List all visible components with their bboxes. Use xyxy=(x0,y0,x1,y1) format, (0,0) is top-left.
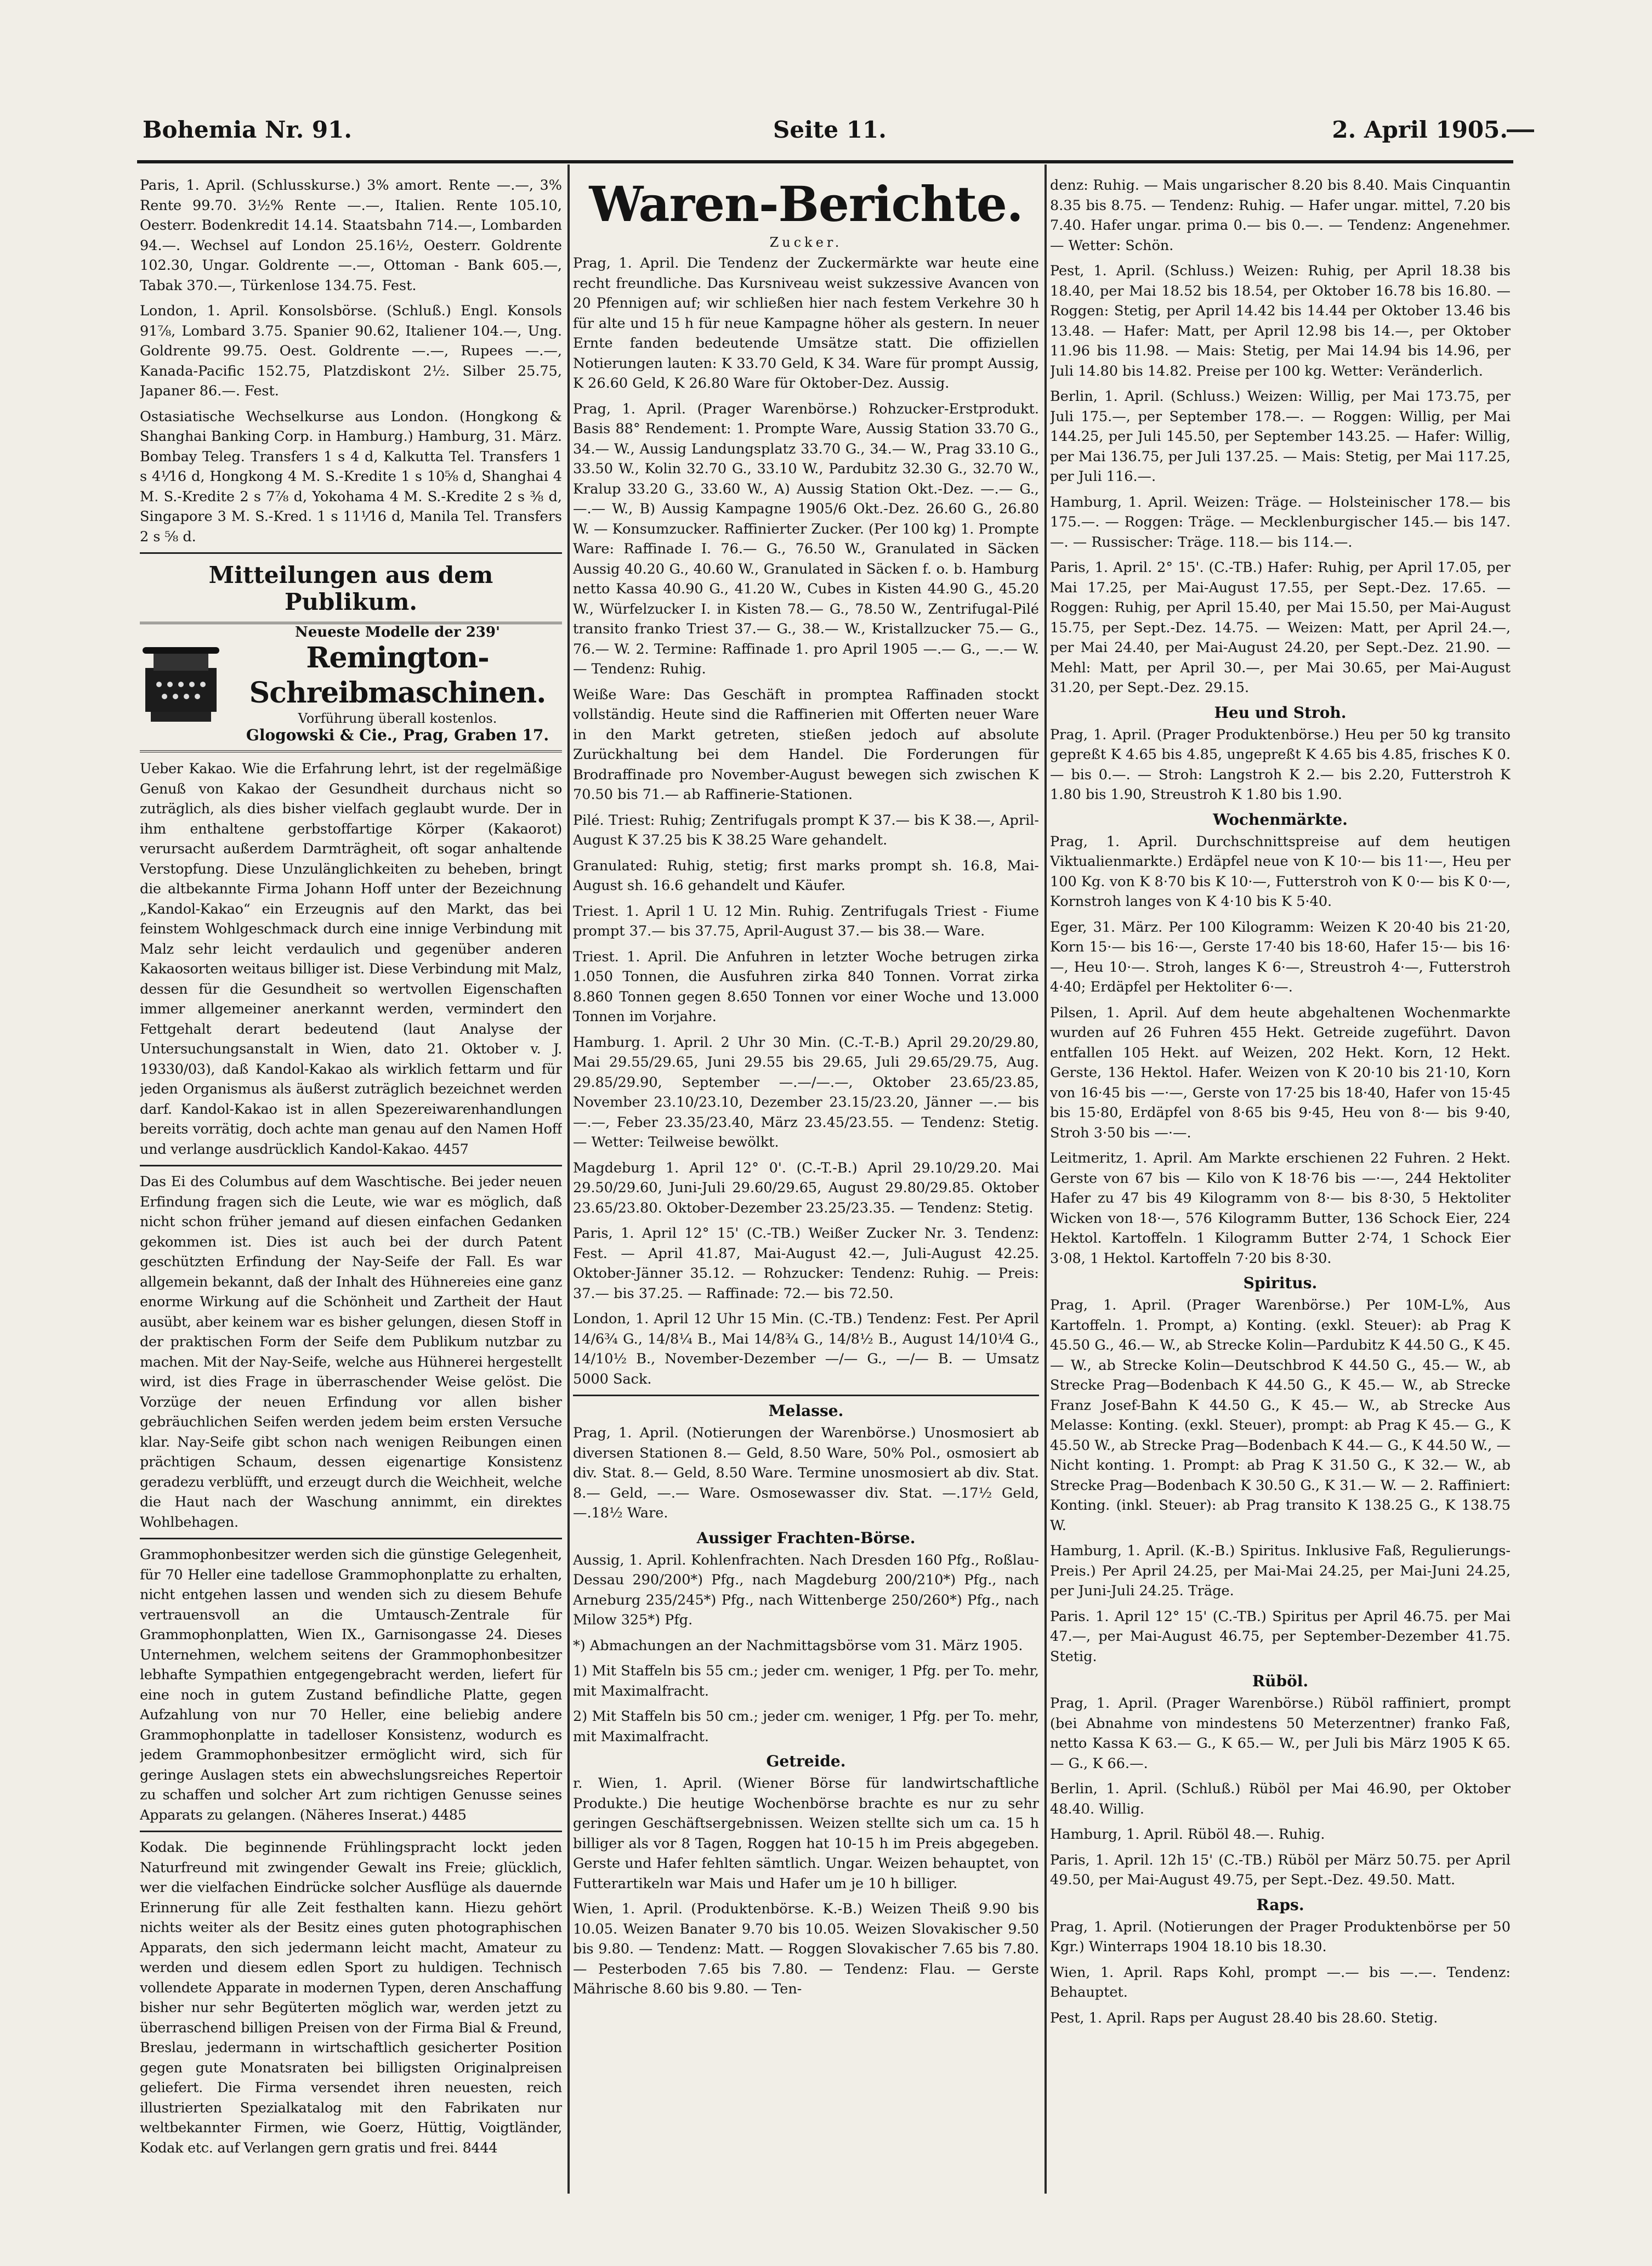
header-rule xyxy=(137,160,1513,163)
zucker-para: Triest. 1. April 1 U. 12 Min. Ruhig. Zentrifugals Triest - Fiume prompt 37.— bis 37.75, April-August 37.— bis 38.— Ware. xyxy=(573,903,1039,939)
getreide-para: Wien, 1. April. (Produktenbörse. K.-B.) Weizen Theiß 9.90 bis 10.05. Weizen Banater 9.70 bis 10.05. Weizen Slovakischer 9.50 bis 9.80. — Tendenz: Matt. — Roggen Slovakischer 7.65 bis 7.80. — Pesterboden 7.65 bis 7.80. — Tendenz: Flau. — Gerste Mährische 8.60 bis 9.80. — Ten- xyxy=(573,1901,1039,1997)
column-2 xyxy=(573,175,1039,2183)
raps-para: Pest, 1. April. Raps per August 28.40 bis 28.60. Stetig. xyxy=(1050,2009,1438,2026)
melasse-para: Prag, 1. April. (Notierungen der Warenbörse.) Unosmosiert ab diversen Stationen 8.— Geld, 8.50 Ware, 50% Pol., osmosiert ab div. Stat. 8.— Geld, 8.50 Ware. Termine unosmosiert ab div. Stat. 8.— Geld, —.— Ware. Osmosewasser div. Stat. —.17½ Geld, —.18½ Ware. xyxy=(573,1425,1039,1521)
notice-grammophon: Grammophonbesitzer werden sich die günstige Gelegenheit, für 70 Heller eine tadellose Grammophonplatte zu erhalten, nicht entgehen lassen und wenden sich zu diesem Behufe vertrauensvoll an die Umtausch-Zentrale für Grammophonplatten, Wien IX., Garnisongasse 24. Dieses Unternehmen, welchem seitens der Grammophonbesitzer lebhafte Sympathien entgegengebracht werden, liefert für eine noch in gutem Zustand befindliche Platte, gegen Aufzahlung von nur 70 Heller, eine beliebig andere Grammophonplatte in tadelloser Konsistenz, wodurch es jedem Grammophonbesitzer ermöglicht wird, sich für geringe Auslagen stets ein abwechslungsreiches Repertoir zu schaffen und solcher Art zum richtigen Genusse seines Apparats zu gelangen. (Näheres Inserat.) 4485 xyxy=(140,1546,562,1823)
ad-line-2: Remington-Schreibmaschinen. xyxy=(249,641,546,710)
header-page-number: Seite 11. xyxy=(773,116,887,143)
fracht-para: Aussig, 1. April. Kohlenfrachten. Nach Dresden 160 Pfg., Roßlau-Dessau 290/200*) Pfg., nach Magdeburg 200/210*) Pfg., nach Arneburg 235/245*) Pfg., nach Wittenberge 250/260*) Pfg., nach Milow 325*) Pfg. xyxy=(573,1551,1039,1628)
notice-columbus: Das Ei des Columbus auf dem Waschtische. Bei jeder neuen Erfindung fragen sich die Leute, wie war es möglich, daß nicht schon früher jemand auf diesen einfachen Gedanken gekommen ist. Dies ist auch bei der durch Patent geschützten Erfindung der Nay-Seife der Fall. Es war allgemein bekannt, daß der Inhalt des Hühnereies eine ganz enorme Wirkung auf die Schönheit und Zartheit der Haut ausübt, aber keinem war es bisher gelungen, diesen Stoff in der praktischen Form der Seife dem Publikum nutzbar zu machen. Mit der Nay-Seife, welche aus Hühnerei hergestellt wird, ist dies Frage in überraschender Weise gelöst. Die Vorzüge der neuen Erfindung vor allen bisher gebräuchlichen Seifen werden jedem beim ersten Versuche klar. Nay-Seife gibt schon nach wenigen Reibungen einen prächtigen Schaum, dessen eigenartige Konsistenz geradezu verblüfft, und erzeugt durch die Weichheit, welche die Haut nach der Waschung annimmt, ein direktes Wohlbehagen. xyxy=(140,1174,562,1531)
bourse-ostasiatisch: Ostasiatische Wechselkurse aus London. (Hongkong & Shanghai Banking Corp. in Hamburg.) Hamburg, 31. März. Bombay Teleg. Transfers 1 s 4 d, Kalkutta Tel. Transfers 1 s 4⅟16 d, Hongkong 4 M. S.-Kredite 1 s 10⅝ d, Shanghai 4 M. S.-Kredite 2 s 7⅞ d, Yokohama 4 M. S.-Kredite 2 s ⅜ d, Singapore 3 M. S.-Kred. 1 s 11⅟16 d, Manila Tel. Transfers 2 s ⅝ d. xyxy=(140,408,562,545)
woche-para: Leitmeritz, 1. April. Am Markte erschienen 22 Fuhren. 2 Hekt. Gerste von 67 bis — Kilo von K 18·76 bis —·—, 244 Hektoliter Hafer zu 47 bis 49 Kilogramm von 8·— bis 8·30, 5 Hektoliter Wicken von 18·—, 576 Kilogramm Butter, 136 Schock Eier, 224 Hektol. Kartoffeln. 1 Kilogramm Butter 2·74, 1 Schock Eier 3·08, 1 Hektol. Kartoffeln 7·20 bis 8·30. xyxy=(1050,1150,1511,1267)
ad-line-1: Neueste Modelle der 239' xyxy=(295,624,500,641)
section-woche: Wochenmärkte. xyxy=(1213,810,1348,829)
section-fracht: Aussiger Frachten-Börse. xyxy=(696,1528,916,1547)
zucker-para: Prag, 1. April. Die Tendenz der Zuckermärkte war heute eine recht freundliche. Das Kursniveau weist sukzessive Avancen von 20 Pfennigen auf; wir schließen hier nach festem Verkehre 30 h für alte und 15 h für neue Kampagne höher als gestern. In neuer Ernte fanden bedeutende Umsätze statt. Die offiziellen Notierungen lauten: K 33.70 Geld, K 34. Ware für prompt Aussig, K 26.60 Geld, K 26.80 Ware für Oktober-Dez. Aussig. xyxy=(573,255,1039,392)
separator xyxy=(140,1831,562,1832)
woche-para: Eger, 31. März. Per 100 Kilogramm: Weizen K 20·40 bis 21·20, Korn 15·— bis 16·—, Gerste 17·40 bis 18·60, Hafer 15·— bis 16·—, Heu 10·—. Stroh, langes K 6·—, Streustroh 4·—, Futterstroh 4·40; Erdäpfel per Hektoliter 6·—. xyxy=(1050,919,1511,995)
corner-mark xyxy=(1507,129,1534,132)
spiritus-para: Prag, 1. April. (Prager Warenbörse.) Per 10M-L%, Aus Kartoffeln. 1. Prompt, a) Konting. (exkl. Steuer): ab Prag K 45.50 G., 46.— W., ab Strecke Kolin—Pardubitz K 44.50 G., K 45.— W., ab Strecke Kolin—Deutschbrod K 44.50 G., 45.— W., ab Strecke Prag—Bodenbach K 44.50 G., K 45.— W., ab Strecke Franz Josef-Bahn K 44.50 G., K 45.— W., ab Strecke Aus Melasse: Konting. (exkl. Steuer), prompt: ab Prag K 45.— G., K 45.50 W., ab Strecke Prag—Bodenbach K 44.— G., K 44.50 W., — Nicht konting. 1. Prompt: ab Prag K 31.50 G., K 32.— W., ab Strecke Prag—Bodenbach K 30.50 G., K 31.— W. — 2. Raffiniert: Konting. (inkl. Steuer): ab Prag transito K 138.25 G., K 138.75 W. xyxy=(1050,1297,1511,1534)
column-rule-1 xyxy=(567,165,570,2194)
fracht-para: 2) Mit Staffeln bis 50 cm.; jeder cm. weniger, 1 Pfg. per To. mehr, mit Maximalfracht. xyxy=(573,1708,1039,1745)
market-para: Paris, 1. April. 2° 15'. (C.-TB.) Hafer: Ruhig, per April 17.05, per Mai 17.25, per Mai-August 17.55, per Sept.-Dez. 17.65. — Roggen: Ruhig, per April 15.40, per Mai 15.50, per Mai-August 15.75, per Sept.-Dez. 14.75. — Weizen: Matt, per April 24.—, per Mai 24.40, per Mai-August 24.20, per Sept.-Dez. 21.90. — Mehl: Matt, per April 30.—, per Mai 30.65, per Mai-August 31.20, per Sept.-Dez. 29.15. xyxy=(1050,559,1511,696)
zucker-para: Hamburg. 1. April. 2 Uhr 30 Min. (C.-T.-B.) April 29.20/29.80, Mai 29.55/29.65, Juni 29.55 bis 29.65, Juli 29.65/29.75, Aug. 29.85/29.90, September —.—/—.—, Oktober 23.65/23.85, November 23.10/23.10, Dezember 23.15/23.20, Jänner —.— bis —.—, Feber 23.35/23.40, März 23.45/23.55. — Tendenz: Stetig. — Wetter: Teilweise bewölkt. xyxy=(573,1034,1039,1151)
notice-kodak: Kodak. Die beginnende Frühlingspracht lockt jeden Naturfreund mit zwingender Gewalt ins Freie; glücklich, wer die vielfachen Eindrücke solcher Ausflüge als dauernde Erinnerung für alle Zeit festhalten kann. Hiezu gehört nichts weiter als der Besitz eines guten photographischen Apparats, den sich jedermann leicht macht, Amateur zu werden und diesem edlen Sport zu huldigen. Technisch vollendete Apparate in modernen Typen, deren Anschaffung bisher nur sehr Begüterten möglich war, werden jetzt zu überraschend billigen Preisen von der Firma Bial & Freund, Breslau, jedermann in wirtschaftlich gesicherter Position gegen gute Monatsraten bei billigsten Originalpreisen geliefert. Die Firma versendet ihren neuesten, reich illustrierten Spezialkatalog mit den Fabrikaten nur weltbekannter Firmen, wie Goerz, Hüttig, Voigtländer, Kodak etc. auf Verlangen gern gratis und frei. 8444 xyxy=(140,1839,562,2156)
zucker-para: Weiße Ware: Das Geschäft in promptea Raffinaden stockt vollständig. Heute sind die Raffinerien mit Offerten neuer Ware in den Markt getreten, stießen jedoch auf absolute Zurückhaltung bei dem Handel. Die Forderungen für Brodraffinade pro November-August bewegen sich zwischen K 70.50 bis 71.— ab Raffinerie-Stationen. xyxy=(573,686,1039,803)
typewriter-icon xyxy=(140,635,222,728)
zucker-para: Pilé. Triest: Ruhig; Zentrifugals prompt K 37.— bis K 38.—, April-August K 37.25 bis K 38.25 Ware gehandelt. xyxy=(573,812,1039,848)
raps-para: Wien, 1. April. Raps Kohl, prompt —.— bis —.—. Tendenz: Behauptet. xyxy=(1050,1964,1511,2001)
market-para: denz: Ruhig. — Mais ungarischer 8.20 bis 8.40. Mais Cinquantin 8.35 bis 8.75. — Tendenz: Ruhig. — Hafer ungar. mittel, 7.20 bis 7.40. Hafer ungar. prima 0.— bis 0.—. — Tendenz: Angenehmer. — Wetter: Schön. xyxy=(1050,177,1511,254)
column-3 xyxy=(1050,175,1511,2183)
header-date: 2. April 1905. xyxy=(1332,116,1508,143)
rueboel-para: Prag, 1. April. (Prager Warenbörse.) Rüböl raffiniert, prompt (bei Abnahme von mindestens 50 Meterzentner) franko Faß, netto Kassa K 63.— G., K 65.— W., per Juli bis März 1905 K 65.— G., K 66.—. xyxy=(1050,1695,1511,1772)
header-paper-name: Bohemia Nr. 91. xyxy=(143,116,352,143)
section-raps: Raps. xyxy=(1256,1895,1304,1914)
separator xyxy=(573,1395,1039,1396)
kicker-zucker: Zucker. xyxy=(769,235,843,250)
getreide-para: r. Wien, 1. April. (Wiener Börse für landwirtschaftliche Produkte.) Die heutige Wochenbörse brachte es nur zu sehr geringen Geschäftsergebnissen. Weizen stellte sich um ca. 15 h billiger als vor 8 Tagen, Roggen hat 10-15 h im Preis abgegeben. Gerste und Hafer fehlten sämtlich. Ungar. Weizen behauptet, von Futterartikeln war Mais und Hafer um je 10 h billiger. xyxy=(573,1775,1039,1892)
fracht-para: *) Abmachungen an der Nachmittagsbörse vom 31. März 1905. xyxy=(573,1637,1023,1654)
separator xyxy=(140,1538,562,1539)
market-para: Pest, 1. April. (Schluss.) Weizen: Ruhig, per April 18.38 bis 18.40, per Mai 18.52 bis 18.54, per Oktober 16.78 bis 16.80. — Roggen: Stetig, per April 14.42 bis 14.44 per Oktober 13.46 bis 13.48. — Hafer: Matt, per April 12.98 bis 14.—, per Oktober 11.96 bis 11.98. — Mais: Stetig, per Mai 14.94 bis 14.96, per Juli 14.80 bis 14.82. Preise per 100 kg. Wetter: Veränderlich. xyxy=(1050,263,1511,379)
section-getreide: Getreide. xyxy=(766,1752,846,1770)
raps-para: Prag, 1. April. (Notierungen der Prager Produktenbörse per 50 Kgr.) Winterraps 1904 18.10 bis 18.30. xyxy=(1050,1918,1511,1955)
section-heu: Heu und Stroh. xyxy=(1214,703,1347,722)
separator xyxy=(140,1165,562,1166)
column-rule-2 xyxy=(1044,165,1047,2194)
separator xyxy=(140,552,562,554)
rueboel-para: Berlin, 1. April. (Schluß.) Rüböl per Mai 46.90, per Oktober 48.40. Willig. xyxy=(1050,1781,1511,1817)
spiritus-para: Paris. 1. April 12° 15' (C.-TB.) Spiritus per April 46.75. per Mai 47.—, per Mai-August 46.75, per September-Dezember 41.75. Stetig. xyxy=(1050,1608,1511,1665)
zucker-para: Paris, 1. April 12° 15' (C.-TB.) Weißer Zucker Nr. 3. Tendenz: Fest. — April 41.87, Mai-August 42.—, Juli-August 42.25. Oktober-Jänner 35.12. — Rohzucker: Tendenz: Ruhig. — Preis: 37.— bis 37.25. — Raffinade: 72.— bis 72.50. xyxy=(573,1225,1039,1302)
main-title: Waren-Berichte. xyxy=(589,175,1023,233)
column-1 xyxy=(140,175,562,2183)
spiritus-para: Hamburg, 1. April. (K.-B.) Spiritus. Inklusive Faß, Regulierungs-Preis.) Per April 24.25, per Mai-Mai 24.25, per Mai-Juni 24.25, per Juni-Juli 24.25. Träge. xyxy=(1050,1543,1511,1599)
section-rueboel: Rüböl. xyxy=(1252,1672,1309,1690)
section-spiritus: Spiritus. xyxy=(1243,1274,1318,1292)
woche-para: Prag, 1. April. Durchschnittspreise auf dem heutigen Viktualienmarkte.) Erdäpfel neue von K 10·— bis 11·—, Heu per 100 Kg. von K 8·70 bis K 10·—, Futterstroh von K 0·— bis K 0·—, Kornstroh langes von K 4·10 bis K 5·40. xyxy=(1050,833,1511,910)
bourse-paris: Paris, 1. April. (Schlusskurse.) 3% amort. Rente —.—, 3% Rente 99.70. 3½% Rente —.—, Italien. Rente 105.10, Oesterr. Bodenkredit 14.14. Staatsbahn 714.—, Lombarden 94.—. Wechsel auf London 25.16½, Oesterr. Goldrente 102.30, Ungar. Goldrente —.—, Ottoman - Bank 605.—, Tabak 370.—, Türkenlose 134.75. Fest. xyxy=(140,177,562,294)
rueboel-para: Paris, 1. April. 12h 15' (C.-TB.) Rüböl per März 50.75. per April 49.50, per Mai-August 49.75, per Sept.-Dez. 49.50. Matt. xyxy=(1050,1851,1511,1888)
ad-line-3: Vorführung überall kostenlos. xyxy=(298,711,497,726)
market-para: Hamburg, 1. April. Weizen: Träge. — Holsteinischer 178.— bis 175.—. — Roggen: Träge. — Mecklenburgischer 145.— bis 147.—. — Russischer: Träge. 118.— bis 114.—. xyxy=(1050,494,1511,551)
remington-ad xyxy=(140,622,562,752)
heu-para: Prag, 1. April. (Prager Produktenbörse.) Heu per 50 kg transito gepreßt K 4.65 bis 4.85, ungepreßt K 4.65 bis 4.85, frisches K 0.— bis 0.—. — Stroh: Langstroh K 2.— bis 2.20, Futterstroh K 1.80 bis 1.90, Streustroh K 1.80 bis 1.90. xyxy=(1050,726,1511,803)
zucker-para: Triest. 1. April. Die Anfuhren in letzter Woche betrugen zirka 1.050 Tonnen, die Ausfuhren zirka 840 Tonnen. Vorrat zirka 8.860 Tonnen gegen 8.650 Tonnen vor einer Woche und 13.000 Tonnen im Vorjahre. xyxy=(573,948,1039,1025)
notice-kakao: Ueber Kakao. Wie die Erfahrung lehrt, ist der regelmäßige Genuß von Kakao der Gesundheit durchaus nicht so zuträglich, als dies bisher vielfach geglaubt wurde. Der in ihm enthaltene gerbstoffartige Körper (Kakaorot) verursacht außerdem Darmträgheit, oft sogar anhaltende Verstopfung. Diese Unzulänglichkeiten zu beheben, bringt die altbekannte Firma Johann Hoff unter der Bezeichnung „Kandol-Kakao“ ein Erzeugnis auf den Markt, das bei feinstem Wohlgeschmack durch eine innige Verbindung mit Malz sehr leicht verdaulich und gegenüber anderen Kakaosorten weitaus billiger ist. Diese Verbindung mit Malz, dessen für die Gesundheit so wertvollen Eigenschaften immer allgemeiner anerkannt werden, vermindert den Fettgehalt derart bedeutend (laut Analyse der Untersuchungsanstalt in Wien, dato 21. Oktober v. J. 19330/03), daß Kandol-Kakao als wirklich fettarm und für jeden Organismus als äußerst zuträglich bezeichnet werden darf. Kandol-Kakao ist in allen Spezereiwarenhandlungen bereits vorrätig, doch achte man genau auf den Namen Hoff und verlange ausdrücklich Kandol-Kakao. 4457 xyxy=(140,761,562,1158)
ad-line-4: Glogowski & Cie., Prag, Graben 17. xyxy=(246,726,549,744)
section-melasse: Melasse. xyxy=(768,1402,844,1420)
page-header xyxy=(143,116,1508,155)
zucker-para: Granulated: Ruhig, stetig; first marks prompt sh. 16.8, Mai-August sh. 16.6 gehandelt und Käufer. xyxy=(573,857,1039,894)
bourse-london: London, 1. April. Konsolsbörse. (Schluß.) Engl. Konsols 91⅞, Lombard 3.75. Spanier 90.62, Italiener 104.—, Ung. Goldrente 99.75. Oest. Goldrente —.—, Rupees —.—, Kanada-Pacific 152.75, Platzdiskont 2½. Silber 25.75, Japaner 86.—. Fest. xyxy=(140,303,562,399)
woche-para: Pilsen, 1. April. Auf dem heute abgehaltenen Wochenmarkte wurden auf 26 Fuhren 455 Hekt. Getreide zugeführt. Davon entfallen 105 Hekt. auf Weizen, 202 Hekt. Korn, 12 Hekt. Gerste, 136 Hektol. Hafer. Weizen von K 20·10 bis 21·10, Korn von 16·45 bis —·—, Gerste von 17·25 bis 18·40, Hafer von 15·45 bis 15·80, Erdäpfel von 8·65 bis 9·45, Heu von 8·— bis 9·40, Stroh 3·50 bis —·—. xyxy=(1050,1004,1511,1141)
zucker-para: Magdeburg 1. April 12° 0'. (C.-T.-B.) April 29.10/29.20. Mai 29.50/29.60, Juni-Juli 29.60/29.65, August 29.80/29.85. Oktober 23.65/23.80. Oktober-Dezember 23.25/23.35. — Tendenz: Stetig. xyxy=(573,1159,1039,1216)
fracht-para: 1) Mit Staffeln bis 55 cm.; jeder cm. weniger, 1 Pfg. per To. mehr, mit Maximalfracht. xyxy=(573,1663,1039,1700)
market-para: Berlin, 1. April. (Schluss.) Weizen: Willig, per Mai 173.75, per Juli 175.—, per September 178.—. — Roggen: Willig, per Mai 144.25, per Juli 145.50, per September 143.25. — Hafer: Willig, per Mai 136.75, per Juli 137.25. — Mais: Stetig, per Mai 117.25, per Juli 116.—. xyxy=(1050,388,1511,485)
zucker-para: London, 1. April 12 Uhr 15 Min. (C.-TB.) Tendenz: Fest. Per April 14/6¾ G., 14/8¼ B., Mai 14/8¾ G., 14/8½ B., August 14/10⅟4 G., 14/10½ B., November-Dezember —/— G., —/— B. — Umsatz 5000 Sack. xyxy=(573,1311,1039,1387)
rueboel-para: Hamburg, 1. April. Rüböl 48.—. Ruhig. xyxy=(1050,1826,1325,1843)
section-title-publikum: Mitteilungen aus dem Publikum. xyxy=(208,562,493,615)
zucker-para: Prag, 1. April. (Prager Warenbörse.) Rohzucker-Erstprodukt. Basis 88° Rendement: 1. Prompte Ware, Aussig Station 33.70 G., 34.— W., Aussig Landungsplatz 33.70 G., 34.— W., Prag 33.10 G., 33.50 W., Kolin 32.70 G., 33.10 W., Pardubitz 32.30 G., 32.70 W., Kralup 33.20 G., 33.60 W., A) Aussig Station Okt.-Dez. —.— G., —.— W., B) Aussig Kampagne 1905/6 Okt.-Dez. 26.60 G., 26.80 W. — Konsumzucker. Raffinierter Zucker. (Per 100 kg) 1. Prompte Ware: Raffinade I. 76.— G., 76.50 W., Granulated in Säcken Aussig 40.20 G., 40.60 W., Granulated in Säcken f. o. b. Hamburg netto Kassa 40.90 G., 41.20 W., Cubes in Kisten 44.90 G., 45.20 W., Würfelzucker I. in Kisten 78.— G., 78.50 W., Zentrifugal-Pilé transito franko Triest 37.— G., 38.— W., Kristallzucker 75.— G., 76.— W. 2. Termine: Raffinade 1. pro April 1905 —.— G., —.— W. — Tendenz: Ruhig. xyxy=(573,400,1039,677)
